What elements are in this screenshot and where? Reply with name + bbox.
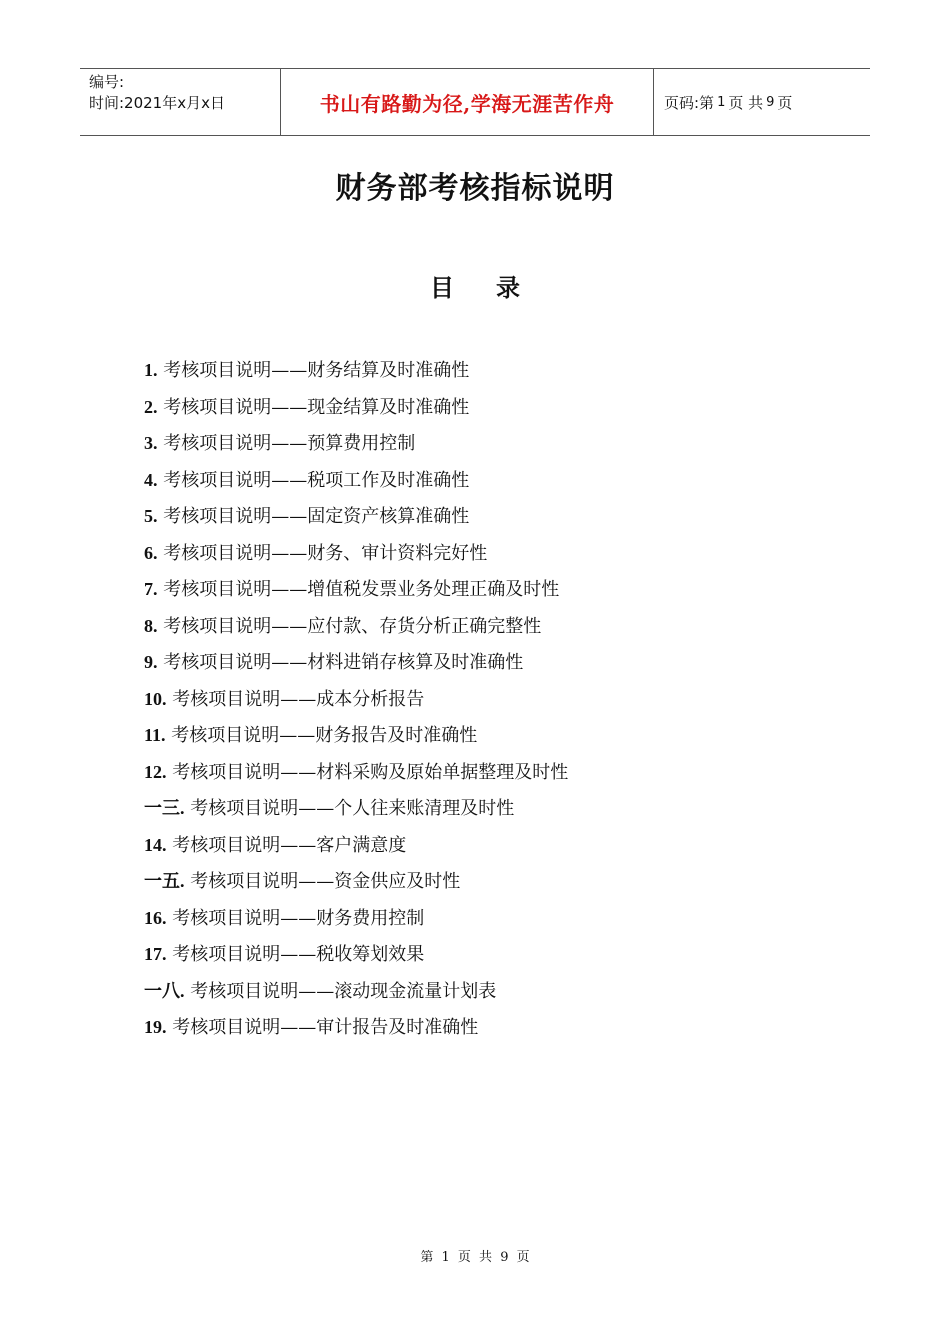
toc-item-text: 考核项目说明——个人往来账清理及时性	[190, 798, 515, 819]
page-total: 9	[766, 94, 775, 110]
toc-item-number: 16.	[144, 907, 167, 928]
toc-item[interactable]	[144, 648, 568, 685]
toc-item-number: 6.	[144, 542, 158, 563]
toc-item-text: 考核项目说明——资金供应及时性	[190, 871, 461, 892]
toc-item-text: 考核项目说明——财务报告及时准确性	[171, 725, 478, 746]
header-page-info	[654, 69, 870, 135]
toc-item[interactable]	[144, 758, 568, 795]
toc-item-text: 考核项目说明——现金结算及时准确性	[163, 396, 470, 418]
toc-item[interactable]	[144, 612, 568, 649]
footer-mid: 页 共	[457, 1250, 493, 1265]
toc-item-text: 考核项目说明——固定资产核算准确性	[163, 506, 470, 527]
toc-item[interactable]	[144, 867, 568, 904]
toc-item[interactable]	[144, 721, 568, 758]
toc-item[interactable]	[144, 466, 568, 503]
toc-item-text: 考核项目说明——财务、审计资料完好性	[163, 542, 488, 564]
table-of-contents	[144, 356, 568, 1050]
toc-item[interactable]	[144, 940, 568, 977]
toc-item-number: 1.	[144, 360, 158, 380]
footer-page-total: 9	[500, 1250, 509, 1265]
toc-item-text: 考核项目说明——审计报告及时准确性	[172, 1017, 479, 1038]
toc-item-text: 考核项目说明——财务费用控制	[172, 907, 425, 929]
footer-prefix: 第	[420, 1250, 434, 1265]
toc-item-number: 5.	[144, 506, 158, 526]
toc-item-text: 考核项目说明——税项工作及时准确性	[163, 469, 470, 491]
toc-item-text: 考核项目说明——滚动现金流量计划表	[190, 980, 497, 1002]
toc-item-text: 考核项目说明——成本分析报告	[172, 688, 425, 710]
toc-item[interactable]	[144, 904, 568, 941]
toc-item-number: 2.	[144, 396, 158, 417]
toc-item-number: 3.	[144, 433, 158, 453]
toc-item[interactable]	[144, 831, 568, 868]
toc-item[interactable]	[144, 1013, 568, 1050]
toc-item-number: 17.	[144, 944, 167, 964]
footer-suffix: 页	[516, 1250, 530, 1265]
toc-item-number: 7.	[144, 579, 158, 599]
toc-item[interactable]	[144, 429, 568, 466]
toc-item-text: 考核项目说明——财务结算及时准确性	[163, 360, 470, 381]
toc-item-text: 考核项目说明——材料进销存核算及时准确性	[163, 652, 524, 673]
toc-heading-char: 录	[496, 274, 520, 302]
toc-item-number: 一五.	[144, 871, 185, 891]
toc-item-number: 12.	[144, 761, 167, 782]
toc-item[interactable]	[144, 356, 568, 393]
header-meta	[80, 69, 281, 135]
document-number-label: 编号:	[89, 73, 125, 91]
toc-item-number: 9.	[144, 652, 158, 672]
toc-item-number: 8.	[144, 615, 158, 636]
toc-item[interactable]	[144, 575, 568, 612]
page-header	[80, 68, 870, 136]
page-current: 1	[717, 94, 726, 110]
toc-item-number: 14.	[144, 834, 167, 855]
document-date: 时间:2021年x月x日	[89, 94, 225, 112]
toc-item-text: 考核项目说明——客户满意度	[172, 834, 407, 856]
toc-item-number: 一三.	[144, 798, 185, 818]
toc-item-number: 一八.	[144, 980, 185, 1001]
document-title: 财务部考核指标说明	[335, 171, 615, 206]
toc-item[interactable]	[144, 794, 568, 831]
footer-page-current: 1	[441, 1250, 450, 1265]
toc-heading	[0, 268, 950, 303]
toc-item[interactable]	[144, 977, 568, 1014]
page-suffix: 页	[777, 93, 793, 112]
toc-item-text: 考核项目说明——应付款、存货分析正确完整性	[163, 615, 542, 637]
toc-item[interactable]	[144, 539, 568, 576]
toc-item[interactable]	[144, 502, 568, 539]
toc-heading-char: 目	[430, 274, 454, 302]
toc-item-text: 考核项目说明——增值税发票业务处理正确及时性	[163, 579, 560, 600]
toc-item[interactable]	[144, 393, 568, 430]
toc-item-number: 10.	[144, 688, 167, 709]
toc-item[interactable]	[144, 685, 568, 722]
toc-item-number: 11.	[144, 725, 166, 745]
page-mid: 页 共	[728, 93, 764, 112]
page-prefix: 页码:第	[664, 93, 715, 112]
toc-item-number: 19.	[144, 1017, 167, 1037]
toc-item-text: 考核项目说明——预算费用控制	[163, 433, 416, 454]
page-footer	[0, 1246, 950, 1265]
toc-item-number: 4.	[144, 469, 158, 490]
header-motto: 书山有路勤为径,学海无涯苦作舟	[281, 69, 654, 135]
toc-item-text: 考核项目说明——材料采购及原始单据整理及时性	[172, 761, 569, 783]
toc-item-text: 考核项目说明——税收筹划效果	[172, 944, 425, 965]
